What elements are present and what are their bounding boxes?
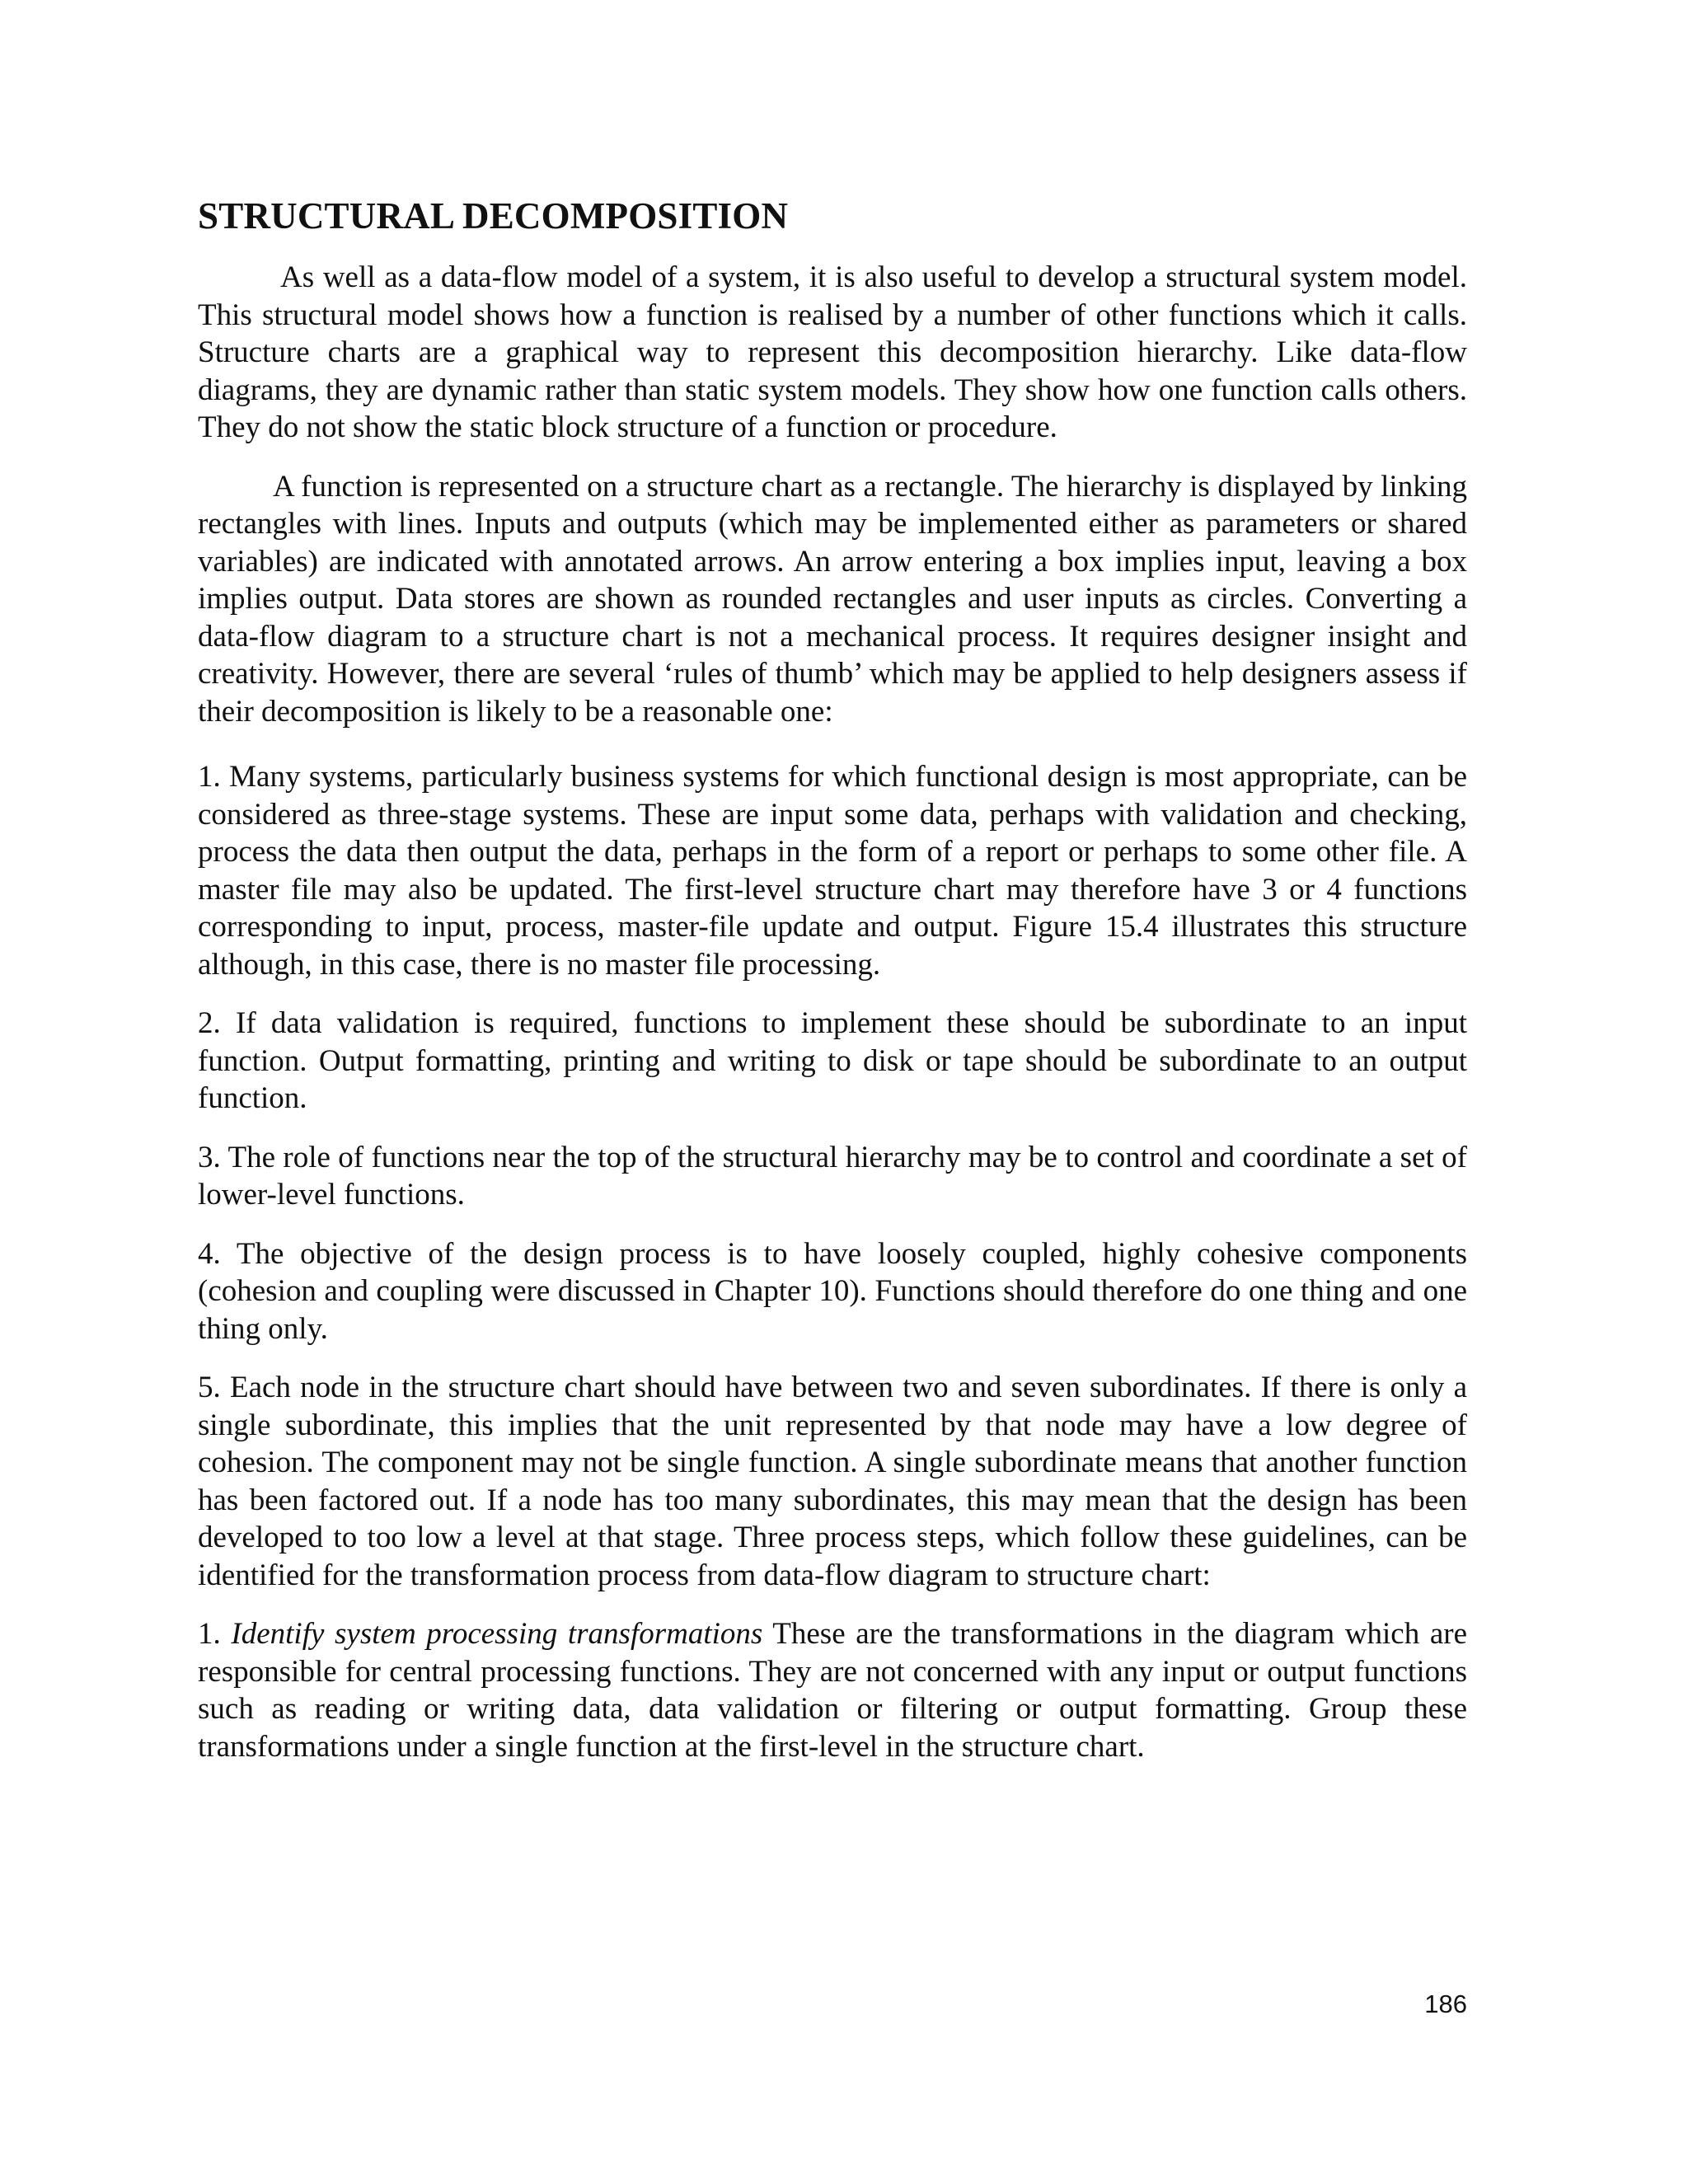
process-step-one-text: These are the transformations in the diagram which are responsible for central processing functions. They are not concerned with any input or output functions such as reading or writing data, data validation or filtering or output formatting. Group these transformations under a single function at the first-level in the structure chart.	[198, 1617, 1468, 1764]
process-step-one-title: Identify system processing transformations	[231, 1617, 763, 1651]
section-heading: STRUCTURAL DECOMPOSITION	[198, 195, 789, 237]
page-number: 186	[1424, 1990, 1467, 2018]
rule-five-paragraph: 5. Each node in the structure chart should have between two and seven subordinates. If there is only a single subordinate, this implies that the unit represented by that node may have a low degree of cohesion. The component may not be single function. A single subordinate means that another function has been factored out. If a node has too many subordinates, this may mean that the design has been developed to too low a level at that stage. Three process steps, which follow these guidelines, can be identified for the transformation process from data-flow diagram to structure chart:	[198, 1371, 1467, 1592]
process-step-one-number: 1.	[198, 1617, 221, 1651]
rule-two-paragraph: 2. If data validation is required, functions to implement these should be subordinate to an input function. Output formatting, printing and writing to disk or tape should be subordinate to an output function.	[198, 1006, 1467, 1115]
rule-three-paragraph: 3. The role of functions near the top of the structural hierarchy may be to control and coordinate a set of lower-level functions.	[198, 1140, 1467, 1212]
document-body	[198, 191, 1467, 1787]
rule-four-paragraph: 4. The objective of the design process is to have loosely coupled, highly cohesive components (cohesion and coupling were discussed in Chapter 10). Functions should therefore do one thing and one thing only.	[198, 1236, 1467, 1346]
rule-one-paragraph: 1. Many systems, particularly business systems for which functional design is most appropriate, can be considered as three-stage systems. These are input some data, perhaps with validation and checking, process the data then output the data, perhaps in the form of a report or perhaps to some other file. A master file may also be updated. The first-level structure chart may therefore have 3 or 4 functions corresponding to input, process, master-file update and output. Figure 15.4 illustrates this structure although, in this case, there is no master file processing.	[198, 760, 1467, 982]
process-step-one-paragraph	[198, 1615, 1467, 1765]
intro-paragraph: As well as a data-flow model of a system, it is also useful to develop a structural system model. This structural model shows how a function is realised by a number of other functions which it calls. Structure charts are a graphical way to represent this decomposition hierarchy. Like data-flow diagrams, they are dynamic rather than static system models. They show how one function calls others. They do not show the static block structure of a function or procedure.	[198, 260, 1467, 444]
structure-chart-description-paragraph: A function is represented on a structure chart as a rectangle. The hierarchy is displayed by linking rectangles with lines. Inputs and outputs (which may be implemented either as parameters or shared variables) are indicated with annotated arrows. An arrow entering a box implies input, leaving a box implies output. Data stores are shown as rounded rectangles and user inputs as circles. Converting a data-flow diagram to a structure chart is not a mechanical process. It requires designer insight and creativity. However, there are several ‘rules of thumb’ which may be applied to help designers assess if their decomposition is likely to be a reasonable one:	[198, 469, 1467, 729]
